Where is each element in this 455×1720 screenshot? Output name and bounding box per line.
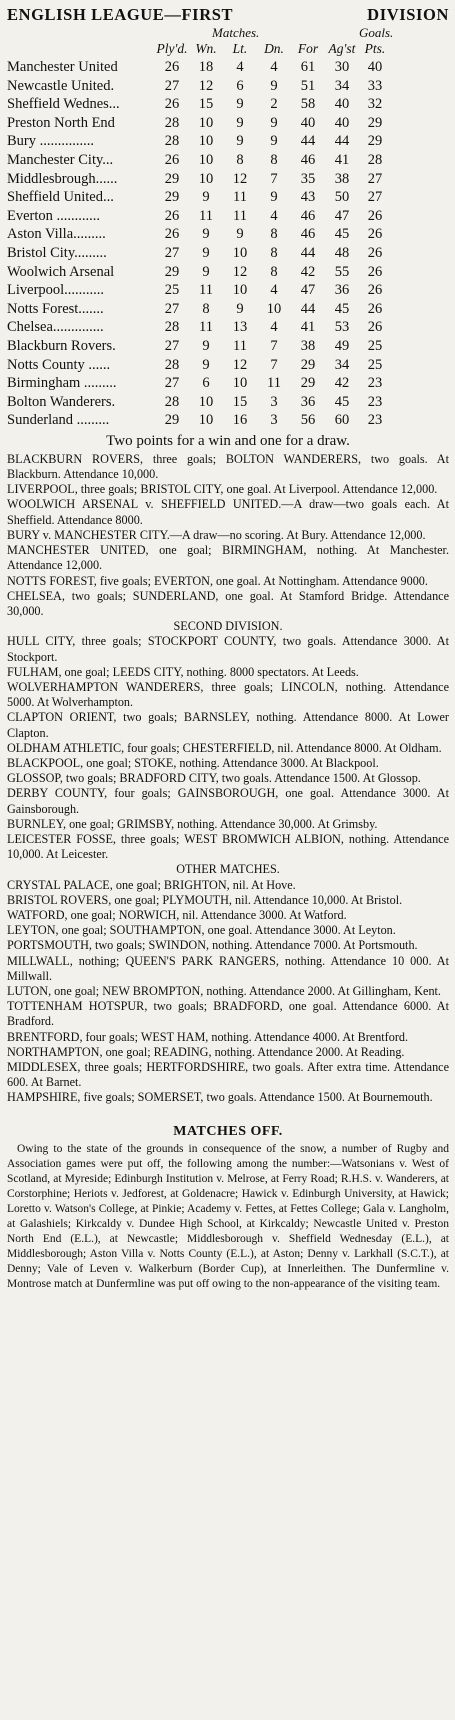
stat-cell-f: 44 xyxy=(300,300,316,317)
stat-cell-a: 38 xyxy=(334,170,350,187)
stat-cell-f: 44 xyxy=(300,133,316,150)
match-result: BRENTFORD, four goals; WEST HAM, nothing. Attendance 4000. At Brentford. xyxy=(7,1029,409,1044)
stat-cell-w: 9 xyxy=(202,189,210,206)
stat-cell-w: 11 xyxy=(199,319,213,336)
team-name: Sheffield United... xyxy=(7,189,114,206)
stat-cell-w: 11 xyxy=(199,207,213,224)
stat-cell-f: 42 xyxy=(300,263,316,280)
match-result: CRYSTAL PALACE, one goal; BRIGHTON, nil. At Hove. xyxy=(7,877,296,892)
results-section xyxy=(7,452,449,1106)
other-matches-heading: OTHER MATCHES. xyxy=(176,862,280,877)
match-result: BLACKBURN ROVERS, three goals; BOLTON WANDERERS, two goals. At Blackburn. Attendance 10,000. xyxy=(7,451,449,482)
match-result: MANCHESTER UNITED, one goal; BIRMINGHAM, nothing. At Manchester. Attendance 12,000. xyxy=(7,543,449,573)
stat-cell-d: 9 xyxy=(270,77,278,94)
team-name: Bolton Wanderers. xyxy=(7,393,116,410)
team-name: Bristol City......... xyxy=(7,244,107,261)
team-name: Preston North End xyxy=(7,114,115,131)
stat-cell-l: 11 xyxy=(233,207,247,224)
stat-cell-f: 40 xyxy=(300,114,316,131)
stat-cell-w: 10 xyxy=(198,151,214,168)
team-name: Chelsea.............. xyxy=(7,319,104,336)
table-row xyxy=(7,58,449,77)
stat-cell-f: 58 xyxy=(300,96,316,113)
stat-cell-a: 55 xyxy=(334,263,350,280)
stat-cell-a: 40 xyxy=(334,114,350,131)
stat-cell-f: 46 xyxy=(300,151,316,168)
match-result: BURY v. MANCHESTER CITY.—A draw—no scoring. At Bury. Attendance 12,000. xyxy=(7,527,426,542)
stat-cell-l: 6 xyxy=(236,77,244,94)
title-right: DIVISION xyxy=(367,5,449,24)
match-result: LIVERPOOL, three goals; BRISTOL CITY, one goal. At Liverpool. Attendance 12,000. xyxy=(7,482,438,497)
stat-cell-a: 45 xyxy=(334,226,350,243)
stat-cell-l: 9 xyxy=(236,226,244,243)
stat-cell-p: 26 xyxy=(164,226,180,243)
table-row xyxy=(7,318,449,337)
stat-cell-d: 9 xyxy=(270,133,278,150)
stat-cell-a: 41 xyxy=(334,151,350,168)
matches-off-heading: MATCHES OFF. xyxy=(173,1123,283,1139)
stat-cell-p: 28 xyxy=(164,356,180,373)
stat-cell-d: 2 xyxy=(270,96,278,113)
table-row xyxy=(7,263,449,282)
stat-cell-w: 18 xyxy=(198,59,214,75)
stat-cell-l: 13 xyxy=(232,319,248,336)
stat-cell-f: 47 xyxy=(300,282,316,299)
stat-cell-f: 35 xyxy=(300,170,316,187)
match-result: MIDDLESEX, three goals; HERTFORDSHIRE, two goals. After extra time. Attendance 600. At Barnet. xyxy=(7,1059,449,1090)
stat-cell-l: 10 xyxy=(232,282,248,299)
stat-cell-p: 28 xyxy=(164,114,180,131)
column-header: Wn. xyxy=(195,41,217,56)
stat-cell-d: 4 xyxy=(270,282,278,299)
stat-cell-d: 9 xyxy=(270,189,278,206)
stat-cell-p: 29 xyxy=(164,263,180,280)
table-row xyxy=(7,374,449,393)
team-name: Sunderland ......... xyxy=(7,412,110,429)
stat-cell-a: 34 xyxy=(334,356,350,373)
match-result: DERBY COUNTY, four goals; GAINSBOROUGH, one goal. Attendance 3000. At Gainsborough. xyxy=(7,786,449,816)
stat-cell-pts: 26 xyxy=(367,282,383,299)
team-name: Manchester City... xyxy=(7,151,114,168)
table-row xyxy=(7,114,449,133)
column-header: For xyxy=(297,41,319,56)
stat-cell-f: 44 xyxy=(300,244,316,261)
stat-cell-a: 42 xyxy=(334,375,350,392)
stat-cell-w: 6 xyxy=(202,375,210,392)
second-division-heading: SECOND DIVISION. xyxy=(173,619,283,634)
stat-cell-a: 50 xyxy=(334,189,350,206)
match-result: TOTTENHAM HOTSPUR, two goals; BRADFORD, one goal. Attendance 6000. At Bradford. xyxy=(7,999,449,1029)
team-name: Everton ............ xyxy=(7,207,101,224)
match-result: CHELSEA, two goals; SUNDERLAND, one goal. At Stamford Bridge. Attendance 30,000. xyxy=(7,588,449,618)
table-row xyxy=(7,393,449,412)
stat-cell-d: 8 xyxy=(270,226,278,243)
table-row xyxy=(7,95,449,114)
stat-cell-p: 27 xyxy=(164,77,180,94)
other-matches-results xyxy=(7,878,449,1106)
match-result: LUTON, one goal; NEW BROMPTON, nothing. Attendance 2000. At Gillingham, Kent. xyxy=(7,983,441,998)
stat-cell-p: 26 xyxy=(164,59,180,75)
stat-cell-d: 7 xyxy=(270,170,278,187)
stat-cell-p: 27 xyxy=(164,244,180,261)
stat-cell-w: 9 xyxy=(202,244,210,261)
team-name: Manchester United xyxy=(7,59,118,75)
match-result: WOLVERHAMPTON WANDERERS, three goals; LINCOLN, nothing. Attendance 5000. At Wolverhampton. xyxy=(7,679,449,710)
stat-cell-l: 10 xyxy=(232,375,248,392)
stat-cell-p: 29 xyxy=(164,189,180,206)
stat-cell-a: 48 xyxy=(334,244,350,261)
second-division-results xyxy=(7,634,449,862)
match-result: WOOLWICH ARSENAL v. SHEFFIELD UNITED.—A draw—two goals each. At Sheffield. Attendance 8000. xyxy=(7,497,449,527)
points-rule: Two points for a win and one for a draw. xyxy=(106,432,350,449)
matches-group-label: Matches. xyxy=(212,25,260,40)
stat-cell-pts: 26 xyxy=(367,244,383,261)
team-name: Middlesbrough...... xyxy=(7,170,118,187)
column-header: Ag'st xyxy=(328,41,356,56)
stat-cell-pts: 25 xyxy=(367,337,383,354)
team-name: Bury ............... xyxy=(7,133,94,150)
stat-cell-d: 8 xyxy=(270,263,278,280)
match-result: BLACKPOOL, one goal; STOKE, nothing. Attendance 3000. At Blackpool. xyxy=(7,755,379,770)
stat-cell-pts: 26 xyxy=(367,263,383,280)
stat-cell-f: 51 xyxy=(300,77,316,94)
match-result: BRISTOL ROVERS, one goal; PLYMOUTH, nil. Attendance 10,000. At Bristol. xyxy=(7,892,403,907)
stat-cell-f: 43 xyxy=(300,189,316,206)
team-name: Woolwich Arsenal xyxy=(7,263,115,280)
team-name: Blackburn Rovers. xyxy=(7,337,116,354)
stat-cell-pts: 23 xyxy=(367,412,383,429)
stat-cell-pts: 28 xyxy=(367,151,383,168)
stat-cell-p: 26 xyxy=(164,207,180,224)
stat-cell-pts: 26 xyxy=(367,226,383,243)
stat-cell-w: 10 xyxy=(198,412,214,429)
stat-cell-l: 12 xyxy=(232,356,248,373)
spacer xyxy=(7,1106,449,1122)
stat-cell-l: 4 xyxy=(236,59,244,75)
stat-cell-f: 46 xyxy=(300,226,316,243)
table-row xyxy=(7,207,449,226)
stat-cell-a: 30 xyxy=(334,59,350,75)
column-header: Ply'd. xyxy=(156,41,188,56)
stat-cell-pts: 32 xyxy=(367,96,383,113)
match-result: LEICESTER FOSSE, three goals; WEST BROMWICH ALBION, nothing. Attendance 10,000. At Leicester. xyxy=(7,831,449,862)
column-header: Lt. xyxy=(232,41,248,56)
stat-cell-a: 45 xyxy=(334,393,350,410)
table-row xyxy=(7,411,449,430)
goals-group-label: Goals. xyxy=(359,25,394,40)
team-name: Liverpool........... xyxy=(7,282,105,299)
table-row xyxy=(7,132,449,151)
stat-cell-w: 9 xyxy=(202,263,210,280)
stat-cell-d: 4 xyxy=(270,59,278,75)
stat-cell-w: 9 xyxy=(202,337,210,354)
table-row xyxy=(7,225,449,244)
stat-cell-a: 36 xyxy=(334,282,350,299)
match-result: BURNLEY, one goal; GRIMSBY, nothing. Attendance 30,000. At Grimsby. xyxy=(7,816,378,831)
table-row xyxy=(7,188,449,207)
stat-cell-d: 11 xyxy=(267,375,281,392)
stat-cell-f: 56 xyxy=(300,412,316,429)
stat-cell-p: 27 xyxy=(164,300,180,317)
stat-cell-w: 8 xyxy=(202,300,210,317)
match-result: NORTHAMPTON, one goal; READING, nothing. Attendance 2000. At Reading. xyxy=(7,1044,405,1059)
stat-cell-pts: 25 xyxy=(367,356,383,373)
stat-cell-a: 45 xyxy=(334,300,350,317)
stat-cell-w: 10 xyxy=(198,393,214,410)
stat-cell-l: 11 xyxy=(233,337,247,354)
match-result: FULHAM, one goal; LEEDS CITY, nothing. 8000 spectators. At Leeds. xyxy=(7,664,359,679)
match-result: HULL CITY, three goals; STOCKPORT COUNTY, two goals. Attendance 3000. At Stockport. xyxy=(7,634,449,664)
stat-cell-p: 28 xyxy=(164,393,180,410)
stat-cell-pts: 27 xyxy=(367,170,383,187)
stat-cell-l: 15 xyxy=(232,393,248,410)
table-group-header xyxy=(7,26,449,40)
stat-cell-d: 7 xyxy=(270,356,278,373)
stat-cell-p: 28 xyxy=(164,319,180,336)
stat-cell-f: 29 xyxy=(300,356,316,373)
stat-cell-l: 11 xyxy=(233,189,247,206)
first-division-results xyxy=(7,452,449,619)
stat-cell-l: 9 xyxy=(236,114,244,131)
match-result: MILLWALL, nothing; QUEEN'S PARK RANGERS, nothing. Attendance 10 000. At Millwall. xyxy=(7,953,449,983)
stat-cell-l: 10 xyxy=(232,244,248,261)
stat-cell-w: 10 xyxy=(198,133,214,150)
stat-cell-f: 41 xyxy=(300,319,316,336)
stat-cell-pts: 29 xyxy=(367,133,383,150)
stat-cell-a: 34 xyxy=(334,77,350,94)
stat-cell-f: 38 xyxy=(300,337,316,354)
table-row xyxy=(7,300,449,319)
stat-cell-p: 27 xyxy=(164,375,180,392)
stat-cell-l: 9 xyxy=(236,300,244,317)
match-result: HAMPSHIRE, five goals; SOMERSET, two goals. Attendance 1500. At Bournemouth. xyxy=(7,1090,433,1105)
stat-cell-w: 10 xyxy=(198,170,214,187)
stat-cell-f: 29 xyxy=(300,375,316,392)
stat-cell-a: 49 xyxy=(334,337,350,354)
stat-cell-d: 9 xyxy=(270,114,278,131)
stat-cell-d: 8 xyxy=(270,244,278,261)
team-name: Aston Villa......... xyxy=(7,226,106,243)
stat-cell-p: 29 xyxy=(164,170,180,187)
stat-cell-w: 11 xyxy=(199,282,213,299)
stat-cell-l: 9 xyxy=(236,133,244,150)
stat-cell-f: 36 xyxy=(300,393,316,410)
table-row xyxy=(7,356,449,375)
stat-cell-p: 28 xyxy=(164,133,180,150)
stat-cell-l: 12 xyxy=(232,263,248,280)
stat-cell-pts: 23 xyxy=(367,393,383,410)
stat-cell-pts: 23 xyxy=(367,375,383,392)
stat-cell-d: 4 xyxy=(270,207,278,224)
page-title xyxy=(7,4,449,26)
stat-cell-w: 9 xyxy=(202,356,210,373)
stat-cell-d: 3 xyxy=(270,412,278,429)
stat-cell-pts: 33 xyxy=(367,77,383,94)
table-body xyxy=(7,58,449,430)
table-column-header xyxy=(7,40,449,58)
stat-cell-w: 9 xyxy=(202,226,210,243)
stat-cell-a: 60 xyxy=(334,412,350,429)
match-result: LEYTON, one goal; SOUTHAMPTON, one goal. Attendance 3000. At Leyton. xyxy=(7,923,396,938)
stat-cell-pts: 26 xyxy=(367,319,383,336)
title-left: ENGLISH LEAGUE—FIRST xyxy=(7,5,234,24)
stat-cell-f: 61 xyxy=(300,59,316,75)
match-result: PORTSMOUTH, two goals; SWINDON, nothing. Attendance 7000. At Portsmouth. xyxy=(7,938,418,953)
team-name: Newcastle United. xyxy=(7,77,115,94)
stat-cell-a: 47 xyxy=(334,207,350,224)
stat-cell-l: 8 xyxy=(236,151,244,168)
stat-cell-w: 10 xyxy=(198,114,214,131)
table-row xyxy=(7,281,449,300)
team-name: Notts County ...... xyxy=(7,356,111,373)
stat-cell-p: 29 xyxy=(164,412,180,429)
stat-cell-pts: 26 xyxy=(367,300,383,317)
stat-cell-f: 46 xyxy=(300,207,316,224)
team-name: Birmingham ......... xyxy=(7,375,117,392)
stat-cell-pts: 26 xyxy=(367,207,383,224)
stat-cell-d: 4 xyxy=(270,319,278,336)
stat-cell-pts: 29 xyxy=(367,114,383,131)
team-column-header xyxy=(7,40,155,58)
stat-cell-w: 12 xyxy=(198,77,214,94)
stat-cell-a: 40 xyxy=(334,96,350,113)
stat-cell-p: 25 xyxy=(164,282,180,299)
table-row xyxy=(7,337,449,356)
match-result: GLOSSOP, two goals; BRADFORD CITY, two goals. Attendance 1500. At Glossop. xyxy=(7,771,421,786)
league-table xyxy=(7,26,449,430)
match-result: CLAPTON ORIENT, two goals; BARNSLEY, nothing. Attendance 8000. At Lower Clapton. xyxy=(7,710,449,740)
stat-cell-pts: 40 xyxy=(367,59,383,75)
stat-cell-p: 27 xyxy=(164,337,180,354)
stat-cell-p: 26 xyxy=(164,96,180,113)
stat-cell-d: 8 xyxy=(270,151,278,168)
column-header: Pts. xyxy=(364,41,386,56)
stat-cell-d: 7 xyxy=(270,337,278,354)
stat-cell-l: 12 xyxy=(232,170,248,187)
stat-cell-a: 53 xyxy=(334,319,350,336)
table-row xyxy=(7,170,449,189)
team-name: Notts Forest....... xyxy=(7,300,104,317)
team-name: Sheffield Wednes... xyxy=(7,96,120,113)
match-result: NOTTS FOREST, five goals; EVERTON, one goal. At Nottingham. Attendance 9000. xyxy=(7,573,428,588)
match-result: OLDHAM ATHLETIC, four goals; CHESTERFIELD, nil. Attendance 8000. At Oldham. xyxy=(7,740,442,755)
stat-cell-p: 26 xyxy=(164,151,180,168)
table-row xyxy=(7,244,449,263)
table-row xyxy=(7,77,449,96)
column-header: Dn. xyxy=(264,41,284,56)
stat-cell-d: 10 xyxy=(266,300,282,317)
stat-cell-d: 3 xyxy=(270,393,278,410)
stat-cell-w: 15 xyxy=(198,96,214,113)
table-row xyxy=(7,151,449,170)
matches-off-text: Owing to the state of the grounds in consequence of the snow, a number of Rugby and Association games were put off, the following among the number:—Watsonians v. West of Scotland, at Myreside; Edinburgh Institution v. Melrose, at Ferry Road; R.H.S. v. Wanderers, at Corstorphine; Heriots v. Jedforest, at Goldenacre; Hawick v. Edinburgh University, at Hawick; Loretto v. Watson's College, at Pinkie; Academy v. Fettes, at Fettes College; Gala v. Langholm, at Galashiels; Kirkcaldy v. Dundee High School, at Kirkcaldy; Newcastle United v. Preston North End (E.L.), at Newcastle; Middlesborough v. Sheffield Wednesday (E.L.), at Middlesborough; Aston Villa v. Notts County (E.L.), at Aston; Denny v. Larkhall (S.C.T.), at Denny; Vale of Leven v. Walkerburn (Border Cup), at Innerleithen. The Dunfermline v. Montrose match at Dunfermline was put off owing to the non-appearance of the visiting team. xyxy=(7,1142,449,1291)
stat-cell-a: 44 xyxy=(334,133,350,150)
stat-cell-l: 16 xyxy=(232,412,248,429)
stat-cell-l: 9 xyxy=(236,96,244,113)
match-result: WATFORD, one goal; NORWICH, nil. Attendance 3000. At Watford. xyxy=(7,907,347,922)
stat-cell-pts: 27 xyxy=(367,189,383,206)
